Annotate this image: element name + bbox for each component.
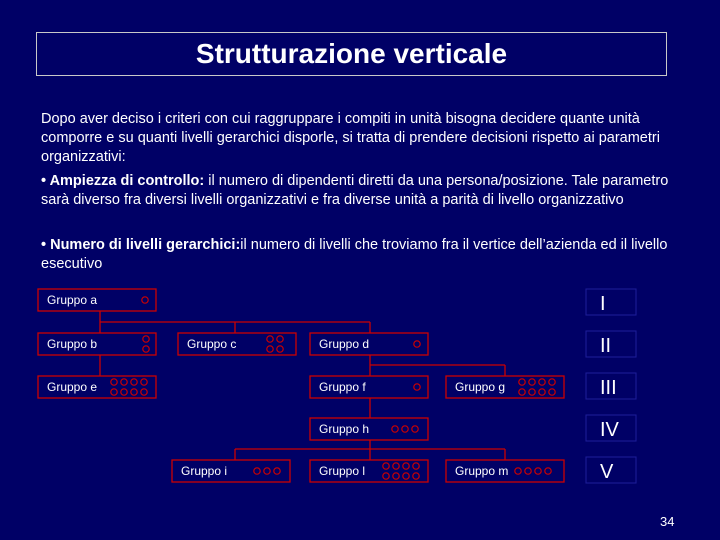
member-circle: [142, 297, 148, 303]
group-box-f: [310, 376, 428, 398]
connector-lines: [100, 311, 505, 460]
level-box-5: [586, 457, 636, 483]
member-circle: [515, 468, 521, 474]
member-circle: [402, 426, 408, 432]
member-circle: [264, 468, 270, 474]
member-circle: [535, 468, 541, 474]
intro-paragraph: Dopo aver deciso i criteri con cui raggruppare i compiti in unità bisogna decidere quante unità comporre e su quanti livelli gerarchici disporle, si tratta di prendere decisioni rispetto ai parametri organizzativi:: [41, 111, 660, 165]
member-circle: [392, 426, 398, 432]
group-box-l: [310, 460, 428, 482]
member-circle: [414, 341, 420, 347]
member-circle: [529, 389, 535, 395]
level-box-3: [586, 373, 636, 399]
member-circle: [254, 468, 260, 474]
member-circle: [413, 473, 419, 479]
member-circle: [525, 468, 531, 474]
level-label: III: [600, 377, 617, 399]
member-circle: [393, 473, 399, 479]
group-label: Gruppo f: [319, 380, 366, 394]
member-circle: [111, 389, 117, 395]
level-box-4: [586, 415, 636, 441]
member-circle: [403, 473, 409, 479]
bullet-term: • Ampiezza di controllo:: [41, 173, 205, 189]
group-box-e: [38, 376, 156, 398]
bullet-text: il numero di dipendenti diretti da una persona/posizione. Tale parametro sarà diverso fra diversi livelli organizzativi e fra diverse unità a parità di livello organizzativo: [41, 173, 669, 208]
member-circle: [519, 389, 525, 395]
level-label: II: [600, 335, 612, 357]
member-circle: [141, 379, 147, 385]
member-circle: [111, 379, 117, 385]
level-label: V: [600, 461, 614, 483]
group-label: Gruppo h: [319, 422, 370, 436]
member-circle: [413, 463, 419, 469]
member-circle: [131, 379, 137, 385]
member-circle: [539, 379, 545, 385]
group-label: Gruppo e: [47, 380, 98, 394]
group-label: Gruppo b: [47, 337, 98, 351]
member-circle: [121, 389, 127, 395]
member-circle: [274, 468, 280, 474]
group-label: Gruppo g: [455, 380, 506, 394]
member-circle: [143, 336, 149, 342]
bullet-text: il numero di livelli che troviamo fra il vertice dell’azienda ed il livello esecutivo: [41, 237, 668, 272]
group-box-b: [38, 333, 156, 355]
member-circle: [277, 336, 283, 342]
member-circle: [549, 389, 555, 395]
level-box-2: [586, 331, 636, 357]
member-circle: [267, 336, 273, 342]
group-label: Gruppo l: [319, 464, 366, 478]
member-circle: [267, 346, 273, 352]
member-circle: [131, 389, 137, 395]
member-circle: [383, 463, 389, 469]
group-box-a: [38, 289, 156, 311]
member-circle: [529, 379, 535, 385]
group-box-d: [310, 333, 428, 355]
member-circle: [403, 463, 409, 469]
member-circle: [121, 379, 127, 385]
member-circle: [414, 384, 420, 390]
member-circle: [549, 379, 555, 385]
level-box-1: [586, 289, 636, 315]
member-circle: [545, 468, 551, 474]
member-circle: [277, 346, 283, 352]
group-box-c: [178, 333, 296, 355]
member-circle: [412, 426, 418, 432]
member-circle: [393, 463, 399, 469]
bullet-term: • Numero di livelli gerarchici:: [41, 237, 241, 253]
member-circle: [519, 379, 525, 385]
group-box-i: [172, 460, 290, 482]
page-number: 34: [660, 514, 675, 529]
group-label: Gruppo m: [455, 464, 509, 478]
group-label: Gruppo a: [47, 293, 98, 307]
level-label: I: [600, 293, 606, 315]
member-circle: [141, 389, 147, 395]
group-box-m: [446, 460, 564, 482]
group-label: Gruppo i: [181, 464, 228, 478]
group-box-h: [310, 418, 428, 440]
group-label: Gruppo d: [319, 337, 370, 351]
group-box-g: [446, 376, 564, 398]
group-label: Gruppo c: [187, 337, 237, 351]
member-circle: [539, 389, 545, 395]
level-label: IV: [600, 419, 619, 441]
page-title: Strutturazione verticale: [195, 38, 508, 69]
member-circle: [383, 473, 389, 479]
member-circle: [143, 346, 149, 352]
